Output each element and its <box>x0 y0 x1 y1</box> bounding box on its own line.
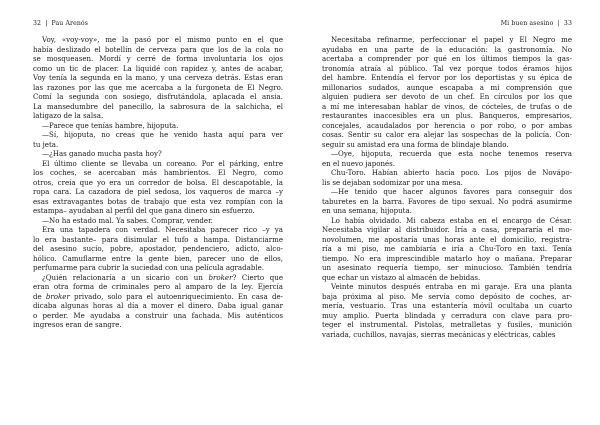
right-text-line: muy amplio. Puerta blindada y cerradura con clave para pro- <box>322 310 572 320</box>
left-text-line: del asesino sucio, pobre, apostador, pendenciero, adicto, alco- <box>33 244 283 253</box>
right-text-line: cosas. Sentir su calor era alejar las sospechas de la policía. Con- <box>322 130 572 139</box>
left-text-line: La mansedumbre del panecillo, la sabrosura de la salchicha, el <box>33 101 283 111</box>
left-text-line: lo era bastante– para disimular el tufo a hampa. Distanciarme <box>33 234 283 244</box>
left-text-line: otros, creía que yo era un corredor de bolsa. El descapotable, la <box>33 177 283 187</box>
left-text-line: perfumarme para cubrir la suciedad con una película agradable. <box>33 263 264 272</box>
left-text-line: se mosqueasen. Mordí y cerré de forma involuntaria los ojos <box>33 54 283 63</box>
left-text-line: como un tic de placer. La liquidé con rapidez y, antes de acabar, <box>33 63 283 73</box>
right-paragraph <box>322 216 572 283</box>
right-text-line: a mí me interesaban hablar de vinos, de cócteles, de trufas o de <box>322 101 572 111</box>
left-text-line: había deslizado el botellín de cerveza para que los de la cola no <box>33 44 283 54</box>
left-text-line: los coches, se acercaban más hambrientos. El Negro, como <box>33 168 283 177</box>
left-text-line: las razones por las que me acercaba a la furgoneta de El Negro. <box>33 82 283 92</box>
left-page-header <box>33 20 283 32</box>
right-text-line: Necesitaba vigilar al distribuidor. Iría a casa, prepararía el mo- <box>322 225 572 234</box>
left-paragraph <box>33 273 283 330</box>
right-paragraph <box>322 187 572 216</box>
right-text-line: en el nuevo japonés. <box>322 158 396 168</box>
right-text-line: Lo había olvidado. Mi cabeza estaba en el encargo de César. <box>331 215 572 225</box>
right-paragraph <box>322 149 572 168</box>
right-text-line: mería, vestuario. Tras una estantería móvil ocultaba un cuarto <box>322 301 572 310</box>
right-text-line: teger el instrumental. Pistolas, metralletas y fusiles, munición <box>322 320 572 329</box>
right-paragraph <box>322 35 572 149</box>
right-text-line: tronomía atraía al público. Tal vez porque todos éramos hijos <box>322 63 572 73</box>
right-text-line: concejales, acaudalados por herencia o por robo, o por ambas <box>322 120 572 130</box>
left-paragraph <box>33 225 283 273</box>
right-text-line: Necesitaba refinarme, perfeccionar el papel y El Negro me <box>331 35 572 44</box>
left-text-line: o perder. Me ayudaba a construir una fachada. Mis auténticos <box>33 310 283 320</box>
left-page-body <box>33 35 283 330</box>
left-text-line: tu jeta. <box>33 139 59 149</box>
left-text-line: de broker privado, solo para el autoenriquecimiento. En casa de- <box>33 291 283 301</box>
right-text-line: —Oye, hijoputa, recuerda que esta noche tenemos reserva <box>331 149 572 158</box>
right-running-head: Mi buen asesino | 33 <box>500 20 572 27</box>
left-text-line: —¿Has ganado mucha pasta hoy? <box>42 149 162 158</box>
right-page-body <box>322 35 572 339</box>
right-text-line: —He tenido que hacer algunos favores para conseguir dos <box>331 187 572 196</box>
right-text-line: seguir su amistad era una forma de blindaje blando. <box>322 139 509 149</box>
left-paragraph <box>33 149 283 159</box>
right-text-line: novolumen, me apostaría unas horas ante el domicilio, registra- <box>322 234 572 244</box>
right-text-line: ría a mi piso, me cambiaría e iría a Chu-Toro en taxi. Tenía <box>322 244 572 253</box>
left-text-line: Voy tenía la segunda en la mano, y una cerveza detrás. Estas eran <box>33 73 283 82</box>
right-text-line: acertaba a comprender por qué en los últimos tiempos la gas- <box>322 54 572 63</box>
left-text-line: hólico. Camuflarme entre la gente bien, parecer uno de ellos, <box>33 253 283 263</box>
right-text-line: restaurantes inaccesibles era un plus. Banqueros, empresarios, <box>322 111 572 120</box>
right-text-line: un asesinato requería tiempo, ser minucioso. También tendría <box>322 263 572 272</box>
left-text-line: Comí la segunda con sosiego, disfrutándola, aplacada el ansia. <box>33 92 283 101</box>
right-page-header <box>322 20 572 32</box>
left-text-line: dicaba algunas horas al día a mover el dinero. Daba igual ganar <box>33 301 283 310</box>
left-text-line: ingresos eran de sangre. <box>33 320 122 329</box>
left-paragraph <box>33 35 283 121</box>
right-text-line: millonarios sudados, aunque escapaba a mi comprensión que <box>322 82 572 92</box>
left-text-line: —Parece que tenías hambre, hijoputa. <box>42 120 179 130</box>
left-paragraph <box>33 130 283 149</box>
left-text-line: Era una tapadera con verdad. Necesitaba parecer rico –y ya <box>42 225 283 234</box>
right-text-line: variada, cuchillos, navajas, sierras mecánicas y eléctricas, cables <box>322 329 556 339</box>
left-text-line: esas extravagantes botas de trabajo que esta vez rompían con la <box>33 196 283 206</box>
left-paragraph <box>33 216 283 226</box>
left-text-line: Voy, «voy-voy», me la pasó por el mismo punto en el que <box>42 35 283 44</box>
left-text-line: ropa cara. La cazadora de piel sedosa, los vaqueros de marca –y <box>33 187 283 196</box>
right-text-line: Veinte minutos después entraba en mi garaje. Era una planta <box>331 282 572 291</box>
right-text-line: lis se dejaban sodomizar por una mesa. <box>322 177 463 187</box>
right-text-line: del hambre. Entendía el fervor por los deportistas y su épica de <box>322 73 572 82</box>
left-paragraph <box>33 121 283 131</box>
right-text-line: tiempo. No era imprescindible matarlo hoy o mañana. Preparar <box>322 253 572 263</box>
right-text-line: alguien pudiera ser devoto de un chef. En círculos por los que <box>322 92 572 101</box>
left-text-line: estampa– ayudaban al perfil del que gana dinero sin esfuerzo. <box>33 206 255 215</box>
right-page <box>322 20 572 415</box>
right-text-line: que echar un vistazo al almacén de bebidas. <box>322 272 481 282</box>
left-text-line: latigazo de la salsa. <box>33 111 104 120</box>
right-paragraph <box>322 282 572 339</box>
right-paragraph <box>322 168 572 187</box>
left-text-line: ¿Quién relacionaría a un sicario con un broker? Cierto que <box>42 272 283 282</box>
left-text-line: —Sí, hijoputa, no creas que he venido hasta aquí para ver <box>42 130 283 139</box>
left-running-head: 32 | Pau Arenós <box>33 20 89 27</box>
right-text-line: baja próxima al piso. Me servía como depósito de coches, ar- <box>322 291 572 301</box>
left-page <box>33 20 283 415</box>
right-text-line: en una semana, hijoputa. <box>322 206 412 215</box>
left-text-line: El último cliente se llevaba un coreano. Por el párking, entre <box>42 158 283 168</box>
left-paragraph <box>33 159 283 216</box>
right-text-line: Chu-Toro. Habían abierto hacía poco. Los pijos de Novápo- <box>331 168 572 177</box>
left-text-line: —No ha estado mal. Ya sabes. Comprar, vender. <box>42 215 213 225</box>
right-text-line: ayudaba en una parte de la educación: la gastronomía. No <box>322 44 572 54</box>
left-text-line: eran otra forma de criminales pero al amparo de la ley. Ejercía <box>33 282 283 291</box>
right-text-line: taburetes en la barra. Favores de tipo sexual. No podrá asumirme <box>322 196 572 206</box>
